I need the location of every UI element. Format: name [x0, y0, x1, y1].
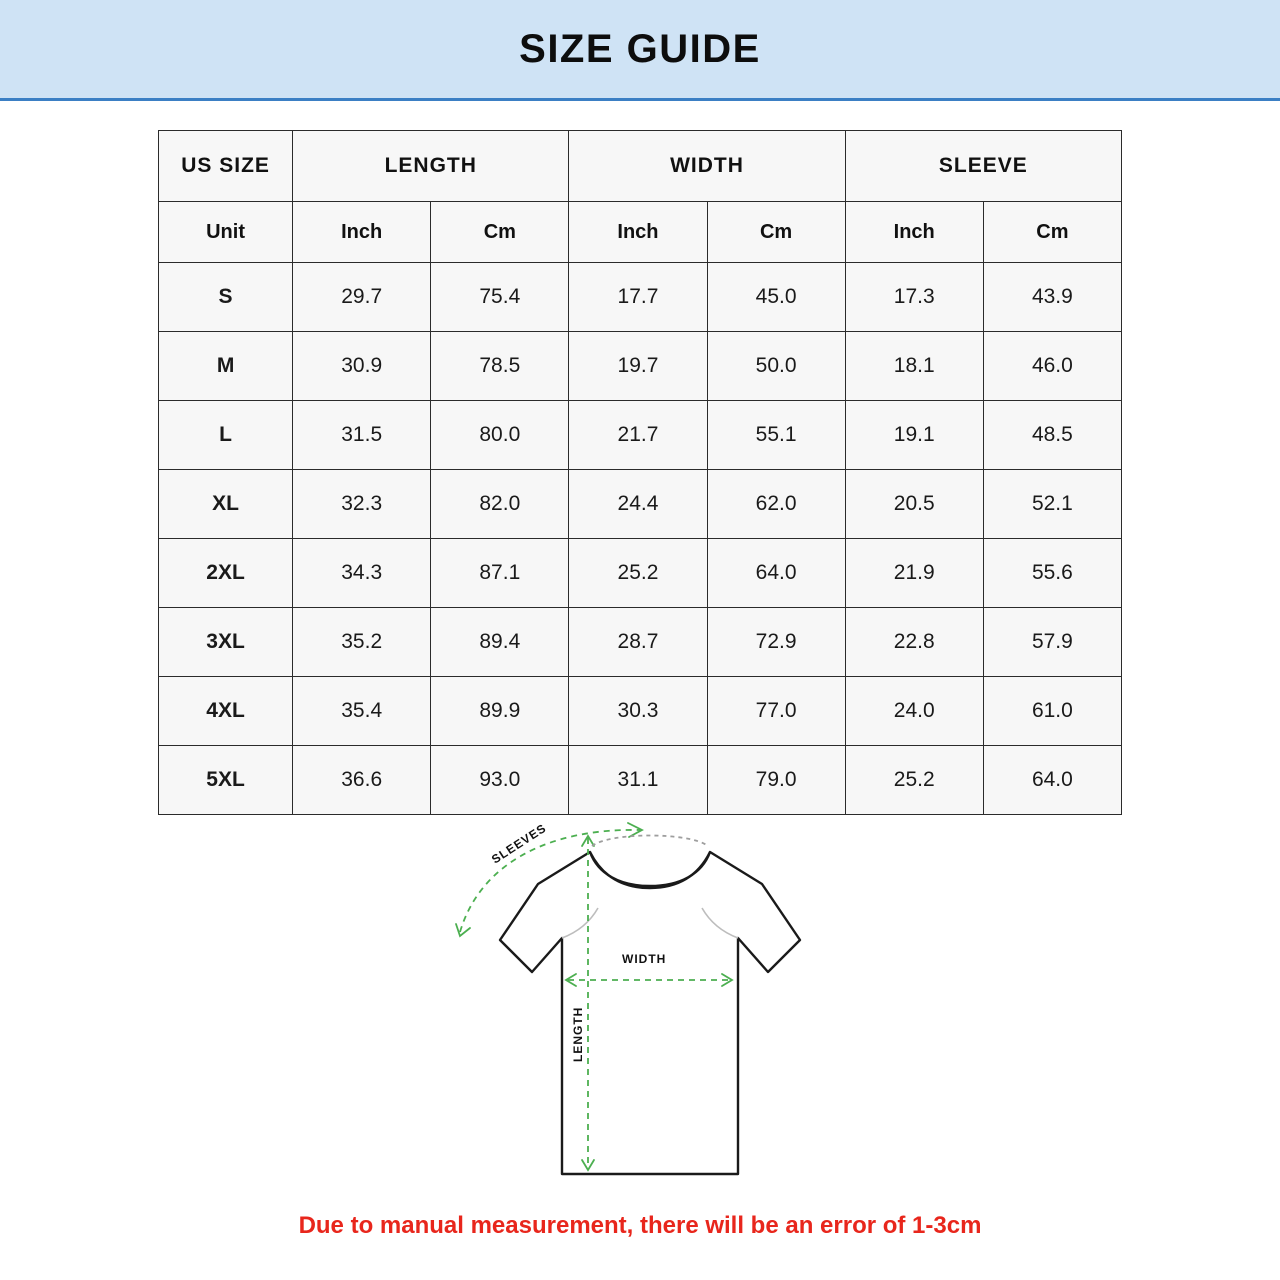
cell-length-inch: 36.6: [293, 746, 431, 815]
tshirt-outline: [500, 852, 800, 1174]
row-size-label: XL: [159, 470, 293, 539]
cell-length-inch: 35.4: [293, 677, 431, 746]
cell-length-inch: 30.9: [293, 332, 431, 401]
row-size-label: M: [159, 332, 293, 401]
cell-sleeve-cm: 55.6: [983, 539, 1121, 608]
cell-width-cm: 79.0: [707, 746, 845, 815]
cell-sleeve-cm: 61.0: [983, 677, 1121, 746]
header-unit-label: Unit: [159, 202, 293, 263]
width-label: WIDTH: [622, 952, 667, 966]
cell-width-cm: 55.1: [707, 401, 845, 470]
cell-width-cm: 62.0: [707, 470, 845, 539]
cell-width-inch: 24.4: [569, 470, 707, 539]
cell-length-cm: 75.4: [431, 263, 569, 332]
size-table-body: [159, 131, 1122, 815]
size-table: [158, 130, 1122, 815]
table-row: [159, 608, 1122, 677]
row-size-label: S: [159, 263, 293, 332]
cell-width-cm: 77.0: [707, 677, 845, 746]
length-label: LENGTH: [571, 1006, 585, 1062]
cell-sleeve-inch: 21.9: [845, 539, 983, 608]
page-title: SIZE GUIDE: [519, 26, 761, 71]
tshirt-measurement-diagram: [440, 812, 860, 1202]
row-size-label: 2XL: [159, 539, 293, 608]
cell-width-inch: 25.2: [569, 539, 707, 608]
header-sleeve: SLEEVE: [845, 131, 1121, 202]
table-row: [159, 677, 1122, 746]
cell-sleeve-inch: 17.3: [845, 263, 983, 332]
cell-sleeve-inch: 20.5: [845, 470, 983, 539]
row-size-label: 4XL: [159, 677, 293, 746]
header-unit-width-cm: Cm: [707, 202, 845, 263]
cell-sleeve-cm: 57.9: [983, 608, 1121, 677]
table-header-units: [159, 202, 1122, 263]
cell-length-inch: 32.3: [293, 470, 431, 539]
cell-sleeve-cm: 52.1: [983, 470, 1121, 539]
cell-sleeve-inch: 25.2: [845, 746, 983, 815]
cell-width-cm: 50.0: [707, 332, 845, 401]
cell-length-inch: 34.3: [293, 539, 431, 608]
cell-width-cm: 64.0: [707, 539, 845, 608]
table-row: [159, 332, 1122, 401]
cell-width-inch: 31.1: [569, 746, 707, 815]
cell-length-cm: 80.0: [431, 401, 569, 470]
cell-length-cm: 78.5: [431, 332, 569, 401]
header-unit-sleeve-cm: Cm: [983, 202, 1121, 263]
header-unit-length-cm: Cm: [431, 202, 569, 263]
header-unit-width-inch: Inch: [569, 202, 707, 263]
row-size-label: 5XL: [159, 746, 293, 815]
measurement-disclaimer: Due to manual measurement, there will be an error of 1-3cm: [298, 1212, 982, 1239]
table-header-groups: [159, 131, 1122, 202]
cell-width-cm: 45.0: [707, 263, 845, 332]
cell-width-inch: 28.7: [569, 608, 707, 677]
shoulder-guide: [592, 836, 708, 847]
row-size-label: L: [159, 401, 293, 470]
cell-length-cm: 82.0: [431, 470, 569, 539]
cell-width-inch: 30.3: [569, 677, 707, 746]
cell-length-inch: 29.7: [293, 263, 431, 332]
cell-sleeve-inch: 18.1: [845, 332, 983, 401]
sleeves-arrow-left: [456, 924, 470, 936]
cell-sleeve-cm: 64.0: [983, 746, 1121, 815]
cell-width-inch: 17.7: [569, 263, 707, 332]
cell-length-cm: 93.0: [431, 746, 569, 815]
cell-sleeve-cm: 48.5: [983, 401, 1121, 470]
size-table-container: [158, 130, 1122, 815]
table-row: [159, 539, 1122, 608]
header-unit-length-inch: Inch: [293, 202, 431, 263]
cell-sleeve-inch: 19.1: [845, 401, 983, 470]
cell-width-inch: 19.7: [569, 332, 707, 401]
cell-width-inch: 21.7: [569, 401, 707, 470]
header-us-size: US SIZE: [159, 131, 293, 202]
sleeves-label: SLEEVES: [489, 820, 549, 867]
table-row: [159, 470, 1122, 539]
table-row: [159, 263, 1122, 332]
row-size-label: 3XL: [159, 608, 293, 677]
cell-sleeve-inch: 24.0: [845, 677, 983, 746]
header-unit-sleeve-inch: Inch: [845, 202, 983, 263]
cell-length-cm: 89.9: [431, 677, 569, 746]
cell-width-cm: 72.9: [707, 608, 845, 677]
cell-sleeve-cm: 43.9: [983, 263, 1121, 332]
cell-sleeve-inch: 22.8: [845, 608, 983, 677]
header-length: LENGTH: [293, 131, 569, 202]
cell-length-inch: 31.5: [293, 401, 431, 470]
header-width: WIDTH: [569, 131, 845, 202]
cell-sleeve-cm: 46.0: [983, 332, 1121, 401]
table-row: [159, 401, 1122, 470]
cell-length-cm: 89.4: [431, 608, 569, 677]
header-band: [0, 0, 1280, 101]
table-row: [159, 746, 1122, 815]
cell-length-cm: 87.1: [431, 539, 569, 608]
cell-length-inch: 35.2: [293, 608, 431, 677]
